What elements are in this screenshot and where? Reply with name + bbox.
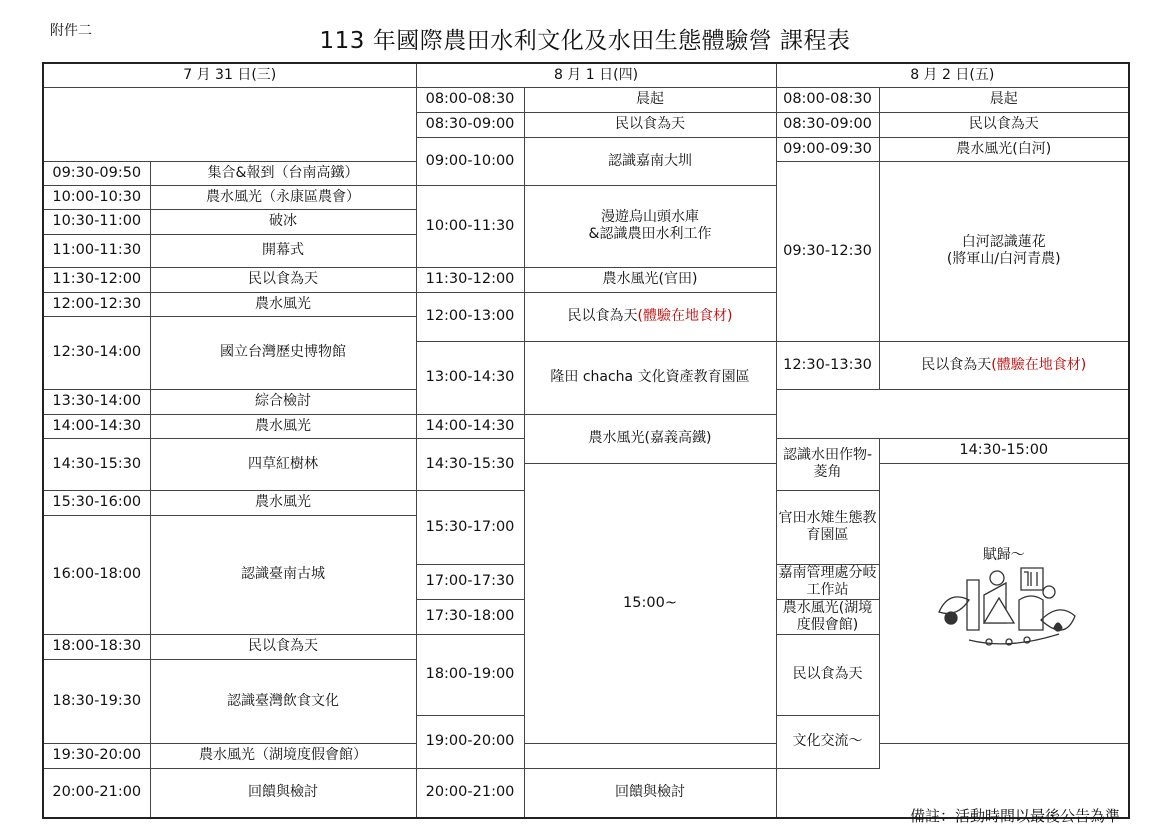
day1-activity: 四草紅樹林 xyxy=(150,438,416,490)
day2-activity xyxy=(524,292,776,341)
day-header-0802: 8 月 2 日(五) xyxy=(776,63,1129,87)
day2-activity: 民以食為天 xyxy=(524,112,776,137)
day2-time: 14:30-15:30 xyxy=(416,438,524,490)
day2-time: 15:30-17:00 xyxy=(416,490,524,564)
day1-activity: 認識臺灣飲食文化 xyxy=(150,659,416,743)
day1-time: 14:00-14:30 xyxy=(43,414,150,438)
day1-time: 12:30-14:00 xyxy=(43,316,150,389)
farewell-illustration xyxy=(882,547,1127,660)
page-title: 113 年國際農田水利文化及水田生態體驗營 課程表 xyxy=(319,28,851,54)
day3-time: 08:00-08:30 xyxy=(776,87,879,112)
day3-time: 09:30-12:30 xyxy=(776,161,879,341)
day3-time: 14:30-15:00 xyxy=(879,438,1129,463)
farewell-text: 賦歸～ xyxy=(982,546,1025,563)
day1-time: 18:00-18:30 xyxy=(43,634,150,659)
day1-time: 11:30-12:00 xyxy=(43,267,150,292)
day2-activity: 文化交流～ xyxy=(776,715,879,768)
day1-time: 19:30-20:00 xyxy=(43,743,150,768)
day1-activity: 開幕式 xyxy=(150,234,416,267)
highlight-text: (體驗在地食材) xyxy=(991,356,1087,373)
day3-activity-line2: (將軍山/白河青農) xyxy=(946,251,1061,267)
day3-time: 08:30-09:00 xyxy=(776,112,879,137)
day1-time: 10:30-11:00 xyxy=(43,209,150,234)
day2-time: 08:00-08:30 xyxy=(416,87,524,112)
day1-time: 20:00-21:00 xyxy=(43,768,150,818)
day2-time: 18:00-19:00 xyxy=(416,634,524,715)
day2-time: 19:00-20:00 xyxy=(416,715,524,768)
day1-activity: 農水風光（湖境度假會館） xyxy=(150,743,416,768)
day3-time: 14:00-14:30 xyxy=(416,414,524,438)
day3-activity: 晨起 xyxy=(879,87,1129,112)
day2-activity xyxy=(524,185,776,267)
day2-activity: 晨起 xyxy=(524,87,776,112)
day1-activity: 民以食為天 xyxy=(150,634,416,659)
day2-activity: 農水風光(官田) xyxy=(524,267,776,292)
day1-activity: 農水風光 xyxy=(150,490,416,515)
day2-activity: 農水風光(湖境度假會館) xyxy=(776,599,879,634)
day1-time: 12:00-12:30 xyxy=(43,292,150,316)
day2-time: 17:00-17:30 xyxy=(416,564,524,599)
day1-time: 10:00-10:30 xyxy=(43,185,150,209)
day-header-0801: 8 月 1 日(四) xyxy=(416,63,776,87)
day2-time: 08:30-09:00 xyxy=(416,112,524,137)
day1-empty-cell xyxy=(43,87,416,161)
day2-time: 11:30-12:00 xyxy=(416,267,524,292)
day1-activity: 回饋與檢討 xyxy=(150,768,416,818)
day1-activity: 農水風光 xyxy=(150,292,416,316)
day2-activity: 認識水田作物-菱角 xyxy=(776,438,879,490)
day3-time: 12:30-13:30 xyxy=(776,341,879,389)
highlight-text: (體驗在地食材) xyxy=(637,308,733,324)
day1-activity: 農水風光 xyxy=(150,414,416,438)
day2-time: 13:00-14:30 xyxy=(416,341,524,414)
day3-farewell-cell xyxy=(879,463,1129,743)
lotus-doodle-icon xyxy=(929,550,1079,660)
day2-activity: 民以食為天 xyxy=(776,634,879,715)
day3-time: 09:00-09:30 xyxy=(776,137,879,161)
day1-activity: 國立台灣歷史博物館 xyxy=(150,316,416,389)
day1-activity: 集合&報到（台南高鐵） xyxy=(150,161,416,185)
day1-activity: 農水風光（永康區農會） xyxy=(150,185,416,209)
day1-activity: 認識臺南古城 xyxy=(150,515,416,634)
day3-activity xyxy=(879,341,1129,389)
day2-time: 20:00-21:00 xyxy=(416,768,524,818)
day1-time: 09:30-09:50 xyxy=(43,161,150,185)
footer-note: 備註：活動時間以最後公告為準 xyxy=(909,807,1120,825)
schedule-table xyxy=(42,62,1130,819)
day2-activity: 官田水雉生態教育園區 xyxy=(776,490,879,564)
day-header-0731: 7 月 31 日(三) xyxy=(43,63,416,87)
day2-time: 10:00-11:30 xyxy=(416,185,524,267)
day2-activity-line1: 漫遊烏山頭水庫 xyxy=(601,209,699,225)
day3-time: 15:00~ xyxy=(524,463,776,743)
day3-activity: 農水風光(嘉義高鐵) xyxy=(524,414,776,463)
day2-activity-text: 民以食為天 xyxy=(567,308,638,324)
day1-time: 15:30-16:00 xyxy=(43,490,150,515)
day1-time: 16:00-18:00 xyxy=(43,515,150,634)
day1-time: 18:30-19:30 xyxy=(43,659,150,743)
day2-activity: 回饋與檢討 xyxy=(524,768,776,818)
day2-time: 09:00-10:00 xyxy=(416,137,524,185)
day1-activity: 民以食為天 xyxy=(150,267,416,292)
day1-activity: 破冰 xyxy=(150,209,416,234)
day2-activity: 嘉南管理處分岐工作站 xyxy=(776,564,879,599)
day2-time: 17:30-18:00 xyxy=(416,599,524,634)
day3-activity xyxy=(879,161,1129,341)
day3-activity: 綜合檢討 xyxy=(150,389,416,414)
day3-activity-text: 民以食為天 xyxy=(921,356,992,373)
day2-time: 12:00-13:00 xyxy=(416,292,524,341)
day2-activity: 認識嘉南大圳 xyxy=(524,137,776,185)
day2-activity: 隆田 chacha 文化資產教育園區 xyxy=(524,341,776,414)
day1-time: 14:30-15:30 xyxy=(43,438,150,490)
annex-label: 附件二 xyxy=(50,23,92,39)
day1-time: 11:00-11:30 xyxy=(43,234,150,267)
day3-activity: 民以食為天 xyxy=(879,112,1129,137)
day2-activity-line2: &認識農田水利工作 xyxy=(588,226,712,242)
day3-activity-line1: 白河認識蓮花 xyxy=(961,234,1046,250)
day3-activity: 農水風光(白河) xyxy=(879,137,1129,161)
day3-time: 13:30-14:00 xyxy=(43,389,150,414)
